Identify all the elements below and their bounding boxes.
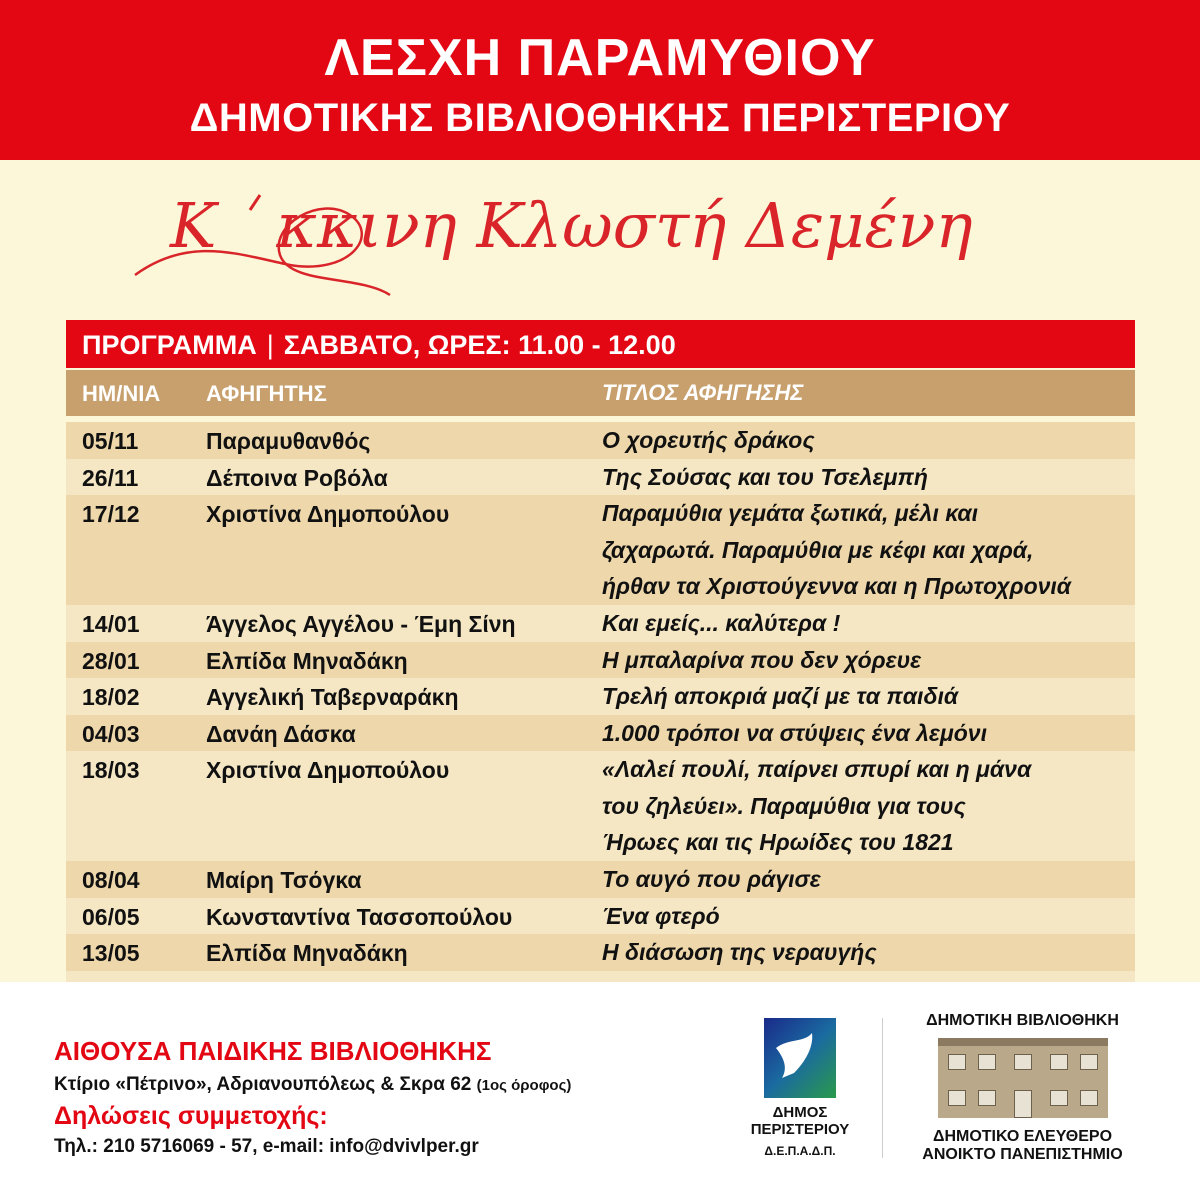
table-row xyxy=(66,678,1135,715)
table-row xyxy=(66,605,1135,642)
row-narrator: Άγγελος Αγγέλου - Έμη Σίνη xyxy=(206,610,516,637)
row-title-line: Ο χορευτής δράκος xyxy=(602,427,815,453)
row-narrator: Χριστίνα Δημοπούλου xyxy=(206,501,450,528)
header-title: ΤΙΤΛΟΣ ΑΦΗΓΗΣΗΣ xyxy=(602,380,804,405)
table-row xyxy=(66,751,1135,861)
row-title xyxy=(602,934,877,971)
contact: Τηλ.: 210 5716069 - 57, e-mail: info@dvivlper.gr xyxy=(54,1136,479,1157)
table-row xyxy=(66,422,1135,459)
row-date: 17/12 xyxy=(82,501,140,528)
dove-icon xyxy=(764,1018,836,1098)
row-title-line: «Λαλεί πουλί, παίρνει σπυρί και η μάνα xyxy=(602,756,1032,783)
building-icon xyxy=(938,1038,1108,1118)
row-date: 26/11 xyxy=(82,464,139,491)
row-title xyxy=(602,605,840,642)
title-line2: ΔΗΜΟΤΙΚΗΣ ΒΙΒΛΙΟΘΗΚΗΣ ΠΕΡΙΣΤΕΡΙΟΥ xyxy=(189,96,1011,140)
signup-label: Δηλώσεις συμμετοχής: xyxy=(54,1102,328,1130)
row-narrator: Δανάη Δάσκα xyxy=(206,720,356,747)
floor: (1ος όροφος) xyxy=(476,1077,572,1094)
row-date: 04/03 xyxy=(82,720,140,747)
row-title xyxy=(602,642,921,679)
row-date: 06/05 xyxy=(82,903,140,930)
library-bottom1: ΔΗΜΟΤΙΚΟ ΕΛΕΥΘΕΡΟ xyxy=(932,1128,1113,1145)
row-narrator: Παραμυθανθός xyxy=(206,428,371,454)
row-title xyxy=(602,495,1071,605)
header-narrator: ΑΦΗΓΗΤΗΣ xyxy=(206,381,327,406)
program-label: ΠΡΟΓΡΑΜΜΑ xyxy=(82,330,257,360)
row-title-line: Ένα φτερό xyxy=(602,902,720,929)
row-title-line: Η μπαλαρίνα που δεν χόρευε xyxy=(602,646,922,673)
municipality-logo xyxy=(740,1018,860,1158)
row-date: 18/03 xyxy=(82,757,140,784)
row-narrator: Ελπίδα Μηναδάκη xyxy=(206,940,408,967)
schedule-table xyxy=(66,370,1135,983)
table-header xyxy=(66,370,1135,416)
address xyxy=(54,1074,571,1096)
program-bar xyxy=(66,320,1135,368)
row-title-line: Και εμείς... καλύτερα ! xyxy=(602,609,841,636)
venue: ΑΙΘΟΥΣΑ ΠΑΙΔΙΚΗΣ ΒΙΒΛΙΟΘΗΚΗΣ xyxy=(54,1036,492,1066)
row-title xyxy=(602,861,821,898)
table-row xyxy=(66,642,1135,679)
row-title xyxy=(602,751,1031,861)
title-banner xyxy=(0,0,1200,160)
address-text: Κτίριο «Πέτρινο», Αδριανουπόλεως & Σκρα 62 xyxy=(54,1074,472,1095)
row-narrator: Ελπίδα Μηναδάκη xyxy=(206,647,408,674)
row-date: 28/01 xyxy=(82,647,140,674)
row-title-line: Το αυγό που ράγισε xyxy=(602,866,821,893)
row-narrator: Κωνσταντίνα Τασσοπούλου xyxy=(206,903,513,930)
row-narrator: Αγγελική Ταβερναράκη xyxy=(206,684,459,711)
row-title-line: ήρθαν τα Χριστούγεννα και η Πρωτοχρονιά xyxy=(602,573,1072,600)
row-date: 08/04 xyxy=(82,867,140,894)
table-row xyxy=(66,495,1135,605)
row-title-line: Παραμύθια γεμάτα ξωτικά, μέλι και xyxy=(602,500,979,527)
table-row xyxy=(66,898,1135,935)
dimos-line1: ΔΗΜΟΣ xyxy=(772,1104,828,1121)
row-title xyxy=(602,678,958,715)
red-thread-logo xyxy=(130,175,1070,315)
table-row xyxy=(66,861,1135,898)
title-line1: ΛΕΣΧΗ ΠΑΡΑΜΥΘΙΟΥ xyxy=(324,29,876,87)
row-title-line: Της Σούσας και του Τσελεμπή xyxy=(602,463,928,490)
row-title xyxy=(602,898,720,935)
dimos-line3: Δ.Ε.Π.Α.Δ.Π. xyxy=(764,1144,836,1158)
library-logo xyxy=(905,1012,1140,1164)
row-date: 14/01 xyxy=(82,610,140,637)
header-date: ΗΜ/ΝΙΑ xyxy=(82,381,161,406)
row-narrator: Μαίρη Τσόγκα xyxy=(206,867,362,894)
table-row xyxy=(66,934,1135,971)
row-title-line: Ήρωες και τις Ηρωίδες του 1821 xyxy=(602,829,954,856)
table-row xyxy=(66,715,1135,752)
library-top: ΔΗΜΟΤΙΚΗ ΒΙΒΛΙΟΘΗΚΗ xyxy=(926,1012,1119,1029)
row-narrator: Δέποινα Ροβόλα xyxy=(206,464,388,491)
row-title xyxy=(602,422,815,459)
row-title-line: Η διάσωση της νεραυγής xyxy=(602,939,877,966)
row-title-line: του ζηλεύει». Παραμύθια για τους xyxy=(602,792,966,819)
row-title xyxy=(602,459,928,496)
row-narrator: Χριστίνα Δημοπούλου xyxy=(206,757,450,784)
program-separator: | xyxy=(266,330,274,360)
row-title xyxy=(602,715,987,752)
library-bottom2: ΑΝΟΙΚΤΟ ΠΑΝΕΠΙΣΤΗΜΙΟ xyxy=(922,1146,1123,1163)
logo-text: Κ κκινη Κλωστή Δεμένη xyxy=(170,189,973,262)
dimos-line2: ΠΕΡΙΣΤΕΡΙΟΥ xyxy=(750,1121,850,1138)
row-date: 05/11 xyxy=(82,428,139,454)
row-date: 18/02 xyxy=(82,684,140,711)
table-row xyxy=(66,459,1135,496)
row-date: 13/05 xyxy=(82,940,140,967)
row-title-line: 1.000 τρόποι να στύψεις ένα λεμόνι xyxy=(602,719,987,746)
program-schedule: ΣΑΒΒΑΤΟ, ΩΡΕΣ: 11.00 - 12.00 xyxy=(283,330,676,360)
row-title-line: ζαχαρωτά. Παραμύθια με κέφι και χαρά, xyxy=(602,536,1034,563)
divider xyxy=(882,1018,883,1158)
row-title-line: Τρελή αποκριά μαζί με τα παιδιά xyxy=(602,683,959,710)
